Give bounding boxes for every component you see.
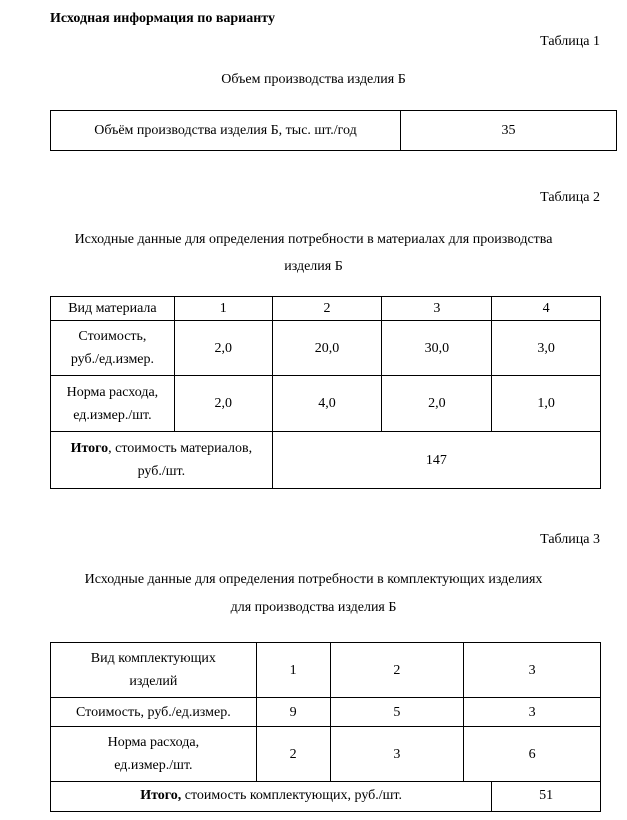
table2-row-label bbox=[51, 376, 175, 432]
table2-header-col: 1 bbox=[174, 297, 272, 321]
table2-cell: 3,0 bbox=[492, 321, 601, 376]
label-line bbox=[51, 437, 272, 460]
table2-header-label: Вид материала bbox=[51, 297, 175, 321]
table3 bbox=[50, 642, 601, 782]
table3-header-col: 3 bbox=[464, 643, 601, 698]
table3-header-col: 2 bbox=[330, 643, 464, 698]
table2-cell: 2,0 bbox=[174, 376, 272, 432]
table-row bbox=[51, 643, 601, 698]
label-line: Стоимость, bbox=[78, 329, 147, 344]
total-text: , стоимость материалов, bbox=[108, 441, 253, 456]
table3-row-label bbox=[51, 727, 257, 782]
label-line: руб./шт. bbox=[137, 464, 186, 479]
table2-cell: 1,0 bbox=[492, 376, 601, 432]
table3-cell: 3 bbox=[330, 727, 464, 782]
table3-total bbox=[50, 781, 601, 812]
table2-cell: 4,0 bbox=[272, 376, 382, 432]
table3-cell: 3 bbox=[464, 698, 601, 727]
table-row bbox=[51, 432, 601, 489]
total-bold: Итого, bbox=[140, 788, 182, 804]
table1-number: Таблица 1 bbox=[540, 34, 600, 49]
table2-total-label bbox=[51, 432, 273, 489]
table-row bbox=[51, 297, 601, 321]
table-row bbox=[51, 727, 601, 782]
table2-header-col: 3 bbox=[382, 297, 492, 321]
table2-total-value: 147 bbox=[272, 432, 600, 489]
table3-header-col: 1 bbox=[256, 643, 330, 698]
label-line: Вид комплектующих bbox=[90, 651, 216, 666]
table1-caption: Объем производства изделия Б bbox=[221, 72, 406, 87]
table-row bbox=[51, 698, 601, 727]
table2-caption-line1: Исходные данные для определения потребности в материалах для производства bbox=[74, 232, 553, 247]
table3-row-label: Стоимость, руб./ед.измер. bbox=[51, 698, 257, 727]
table1-value-cell: 35 bbox=[401, 111, 617, 151]
table2-header-col: 2 bbox=[272, 297, 382, 321]
label-line: руб./ед.измер. bbox=[70, 352, 155, 367]
table1 bbox=[50, 110, 617, 151]
table3-total-value: 51 bbox=[492, 781, 601, 811]
table3-cell: 2 bbox=[256, 727, 330, 782]
table-row bbox=[51, 321, 601, 376]
table3-total-label bbox=[51, 781, 492, 811]
table3-cell: 5 bbox=[330, 698, 464, 727]
table-row bbox=[51, 781, 601, 811]
table3-caption-line2: для производства изделия Б bbox=[230, 600, 397, 615]
label-line: ед.измер./шт. bbox=[73, 407, 152, 423]
table2-caption-line2: изделия Б bbox=[284, 259, 343, 274]
label-line: Норма расхода, bbox=[107, 735, 200, 750]
total-text: стоимость комплектующих, руб./шт. bbox=[181, 788, 402, 804]
table3-number: Таблица 3 bbox=[540, 532, 600, 547]
label-line: Норма расхода, bbox=[66, 384, 159, 400]
table-row bbox=[51, 376, 601, 432]
table3-cell: 6 bbox=[464, 727, 601, 782]
table2-number: Таблица 2 bbox=[540, 190, 600, 205]
label-line: ед.измер./шт. bbox=[114, 758, 193, 773]
page-heading: Исходная информация по варианту bbox=[50, 11, 275, 26]
table3-cell: 9 bbox=[256, 698, 330, 727]
table-row bbox=[51, 111, 617, 151]
table2-cell: 20,0 bbox=[272, 321, 382, 376]
table2-row-label bbox=[51, 321, 175, 376]
table1-label-cell: Объём производства изделия Б, тыс. шт./год bbox=[51, 111, 401, 151]
table2-cell: 30,0 bbox=[382, 321, 492, 376]
total-bold: Итого bbox=[70, 441, 109, 456]
table3-header-label bbox=[51, 643, 257, 698]
table2 bbox=[50, 296, 601, 489]
table3-caption-line1: Исходные данные для определения потребности в комплектующих изделиях bbox=[84, 572, 543, 587]
table2-header-col: 4 bbox=[492, 297, 601, 321]
table2-cell: 2,0 bbox=[174, 321, 272, 376]
label-line: изделий bbox=[129, 674, 178, 689]
table2-cell: 2,0 bbox=[382, 376, 492, 432]
